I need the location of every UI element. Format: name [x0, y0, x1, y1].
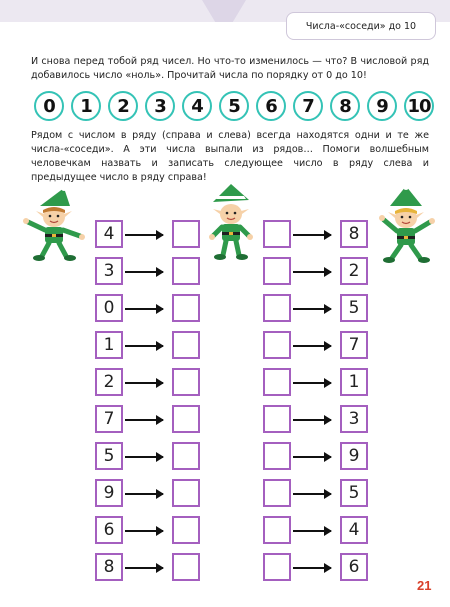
arrow-right-icon — [125, 308, 163, 310]
arrow-right-icon — [293, 493, 331, 495]
right-answer-box[interactable] — [263, 331, 291, 359]
exercise-row — [0, 479, 450, 509]
number-circle-9: 9 — [367, 91, 397, 121]
left-answer-box[interactable] — [172, 553, 200, 581]
right-answer-box[interactable] — [263, 257, 291, 285]
number-circle-10: 10 — [404, 91, 434, 121]
right-given-number: 4 — [340, 516, 368, 544]
arrow-right-icon — [293, 271, 331, 273]
left-given-number: 1 — [95, 331, 123, 359]
right-given-number: 3 — [340, 405, 368, 433]
exercise-row — [0, 294, 450, 324]
intro-paragraph-2: Рядом с числом в ряду (справа и слева) всегда находятся одни и те же числа-«соседи». А эти числа выпали из рядов… Помоги волшебным человечкам назвать и записать следующее число в ряду слева и предыдущее число в ряду справа! — [31, 130, 429, 183]
right-answer-box[interactable] — [263, 516, 291, 544]
exercise-row — [0, 553, 450, 583]
arrow-right-icon — [293, 456, 331, 458]
arrow-right-icon — [125, 234, 163, 236]
number-circle-5: 5 — [219, 91, 249, 121]
number-row — [34, 91, 434, 123]
left-answer-box[interactable] — [172, 294, 200, 322]
right-answer-box[interactable] — [263, 220, 291, 248]
exercise-row — [0, 257, 450, 287]
left-answer-box[interactable] — [172, 442, 200, 470]
exercise-row — [0, 516, 450, 546]
arrow-right-icon — [293, 530, 331, 532]
number-circle-6: 6 — [256, 91, 286, 121]
left-answer-box[interactable] — [172, 257, 200, 285]
left-given-number: 6 — [95, 516, 123, 544]
arrow-right-icon — [293, 308, 331, 310]
left-given-number: 2 — [95, 368, 123, 396]
right-given-number: 2 — [340, 257, 368, 285]
exercise-row — [0, 220, 450, 250]
right-answer-box[interactable] — [263, 479, 291, 507]
left-given-number: 7 — [95, 405, 123, 433]
right-given-number: 5 — [340, 479, 368, 507]
left-answer-box[interactable] — [172, 220, 200, 248]
number-circle-2: 2 — [108, 91, 138, 121]
right-answer-box[interactable] — [263, 368, 291, 396]
number-circle-7: 7 — [293, 91, 323, 121]
left-given-number: 5 — [95, 442, 123, 470]
number-circle-8: 8 — [330, 91, 360, 121]
arrow-right-icon — [293, 567, 331, 569]
intro-paragraph-1: И снова перед тобой ряд чисел. Но что-то изменилось — что? В числовой ряд добавилось число «ноль». Прочитай числа по порядку от 0 до 10! — [31, 56, 429, 81]
exercise-row — [0, 331, 450, 361]
right-given-number: 6 — [340, 553, 368, 581]
arrow-right-icon — [125, 530, 163, 532]
left-given-number: 4 — [95, 220, 123, 248]
arrow-right-icon — [293, 382, 331, 384]
arrow-right-icon — [125, 345, 163, 347]
right-given-number: 7 — [340, 331, 368, 359]
arrow-right-icon — [125, 456, 163, 458]
arrow-right-icon — [293, 234, 331, 236]
right-given-number: 8 — [340, 220, 368, 248]
number-circle-4: 4 — [182, 91, 212, 121]
arrow-right-icon — [125, 567, 163, 569]
left-given-number: 9 — [95, 479, 123, 507]
right-answer-box[interactable] — [263, 442, 291, 470]
left-given-number: 0 — [95, 294, 123, 322]
arrow-right-icon — [125, 382, 163, 384]
left-given-number: 8 — [95, 553, 123, 581]
right-answer-box[interactable] — [263, 294, 291, 322]
arrow-right-icon — [125, 493, 163, 495]
number-circle-3: 3 — [145, 91, 175, 121]
right-answer-box[interactable] — [263, 553, 291, 581]
right-given-number: 5 — [340, 294, 368, 322]
left-answer-box[interactable] — [172, 368, 200, 396]
arrow-right-icon — [125, 271, 163, 273]
number-circle-1: 1 — [71, 91, 101, 121]
left-answer-box[interactable] — [172, 479, 200, 507]
arrow-right-icon — [125, 419, 163, 421]
section-title: Числа-«соседи» до 10 — [286, 12, 436, 40]
left-answer-box[interactable] — [172, 516, 200, 544]
arrow-right-icon — [293, 345, 331, 347]
number-circle-0: 0 — [34, 91, 64, 121]
right-answer-box[interactable] — [263, 405, 291, 433]
right-given-number: 1 — [340, 368, 368, 396]
exercise-row — [0, 442, 450, 472]
page-number: 21 — [417, 578, 432, 593]
exercise-row — [0, 368, 450, 398]
right-given-number: 9 — [340, 442, 368, 470]
left-given-number: 3 — [95, 257, 123, 285]
left-answer-box[interactable] — [172, 405, 200, 433]
left-answer-box[interactable] — [172, 331, 200, 359]
exercise-row — [0, 405, 450, 435]
arrow-right-icon — [293, 419, 331, 421]
